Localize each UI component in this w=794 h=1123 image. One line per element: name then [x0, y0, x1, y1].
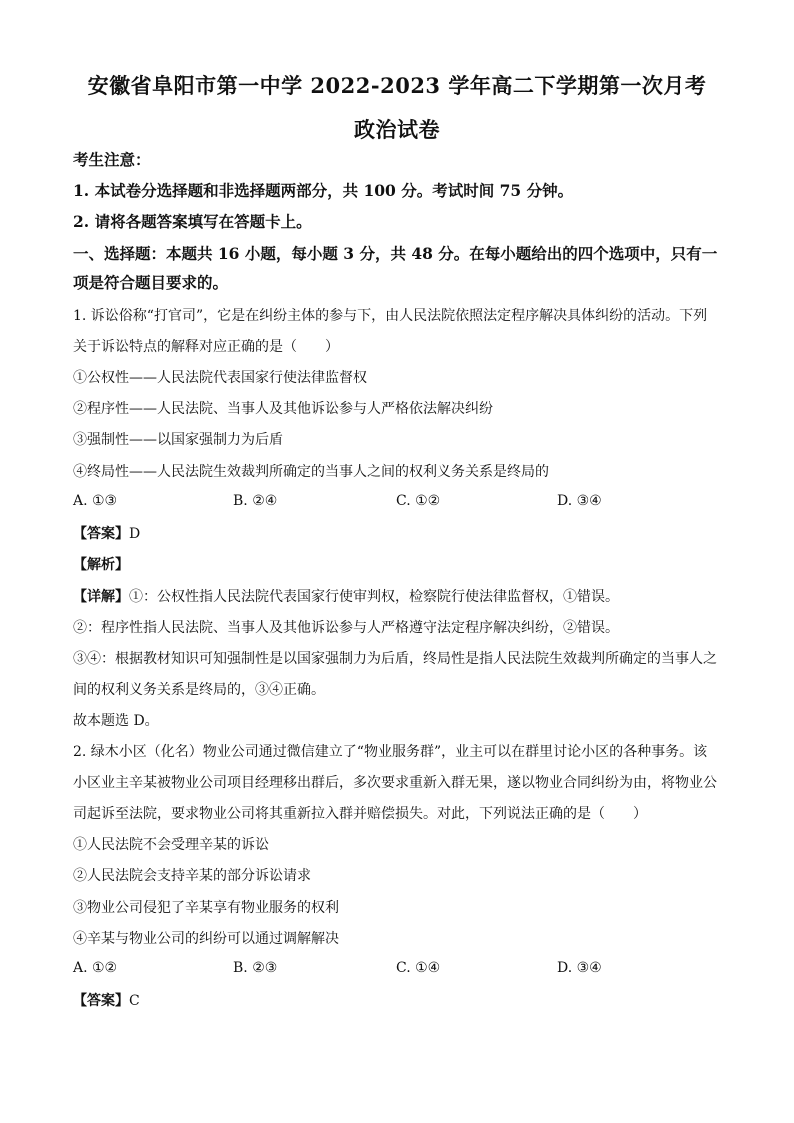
q1-option-a: A. ①③: [73, 493, 118, 509]
q1-answer-value: D: [129, 526, 141, 542]
page-title: 安徽省阜阳市第一中学 2022-2023 学年高二下学期第一次月考: [87, 73, 707, 98]
q1-analysis-tag: 【解析】: [73, 557, 129, 573]
q1-conclusion: 故本题选 D。: [73, 713, 159, 729]
q1-options: [73, 493, 723, 513]
q1-statement-4: ④终局性——人民法院生效裁判所确定的当事人之间的权利义务关系是终局的: [73, 464, 549, 480]
q1-detail-tag: 【详解】: [73, 589, 129, 605]
q1-detail-line-2: ②：程序性指人民法院、当事人及其他诉讼参与人严格遵守法定程序解决纠纷，②错误。: [73, 620, 619, 636]
q1-analysis: [73, 555, 723, 575]
notice-item-2: 2. 请将各题答案填写在答题卡上。: [73, 212, 312, 231]
q2-stem-line-3: 司起诉至法院，要求物业公司将其重新拉入群并赔偿损失。对此，下列说法正确的是（ ）: [73, 806, 647, 822]
q2-stem-line-2: 小区业主辛某被物业公司项目经理移出群后，多次要求重新入群无果，遂以物业合同纠纷为由，将物业公: [73, 775, 717, 791]
notice-heading: 考生注意：: [73, 150, 151, 169]
page-subtitle: 政治试卷: [354, 117, 440, 142]
q2-answer-tag: 【答案】: [73, 993, 129, 1009]
notice-item-1: 1. 本试卷分选择题和非选择题两部分，共 100 分。考试时间 75 分钟。: [73, 181, 574, 200]
q1-statement-1: ①公权性——人民法院代表国家行使法律监督权: [73, 370, 367, 386]
q2-options: [73, 960, 723, 980]
q1-stem-line-1: 1. 诉讼俗称“打官司”，它是在纠纷主体的参与下，由人民法院依照法定程序解决具体纠纷的活动。下列: [73, 308, 708, 324]
q1-option-b: B. ②④: [233, 493, 278, 509]
q1-detail-line-1: [73, 587, 723, 607]
q2-option-c: C. ①④: [396, 960, 441, 976]
q1-stem-line-2: 关于诉讼特点的解释对应正确的是（ ）: [73, 339, 339, 355]
q1-answer-tag: 【答案】: [73, 526, 129, 542]
section-instructions-line-2: 项是符合题目要求的。: [73, 273, 229, 292]
q1-option-c: C. ①②: [396, 493, 441, 509]
q1-detail-line-3: ③④：根据教材知识可知强制性是以国家强制力为后盾，终局性是指人民法院生效裁判所确定的当事人之: [73, 651, 717, 667]
q1-statement-3: ③强制性——以国家强制力为后盾: [73, 432, 283, 448]
q2-statement-2: ②人民法院会支持辛某的部分诉讼请求: [73, 868, 311, 884]
q1-answer: [73, 524, 723, 544]
q2-statement-4: ④辛某与物业公司的纠纷可以通过调解解决: [73, 931, 339, 947]
q2-stem-line-1: 2. 绿木小区（化名）物业公司通过微信建立了“物业服务群”，业主可以在群里讨论小区的各种事务。该: [73, 744, 708, 760]
q1-option-d: D. ③④: [557, 493, 602, 509]
q2-answer: [73, 991, 723, 1011]
section-instructions-line-1: 一、选择题：本题共 16 小题，每小题 3 分，共 48 分。在每小题给出的四个选项中，只有一: [73, 244, 718, 263]
q1-detail-text-1: ①：公权性指人民法院代表国家行使审判权，检察院行使法律监督权，①错误。: [129, 589, 619, 605]
q2-answer-value: C: [129, 993, 140, 1009]
q2-option-b: B. ②③: [233, 960, 278, 976]
q2-option-a: A. ①②: [73, 960, 118, 976]
q1-statement-2: ②程序性——人民法院、当事人及其他诉讼参与人严格依法解决纠纷: [73, 401, 493, 417]
q2-statement-1: ①人民法院不会受理辛某的诉讼: [73, 837, 269, 853]
q1-detail-line-4: 间的权利义务关系是终局的，③④正确。: [73, 682, 325, 698]
q2-option-d: D. ③④: [557, 960, 602, 976]
q2-statement-3: ③物业公司侵犯了辛某享有物业服务的权利: [73, 900, 339, 916]
